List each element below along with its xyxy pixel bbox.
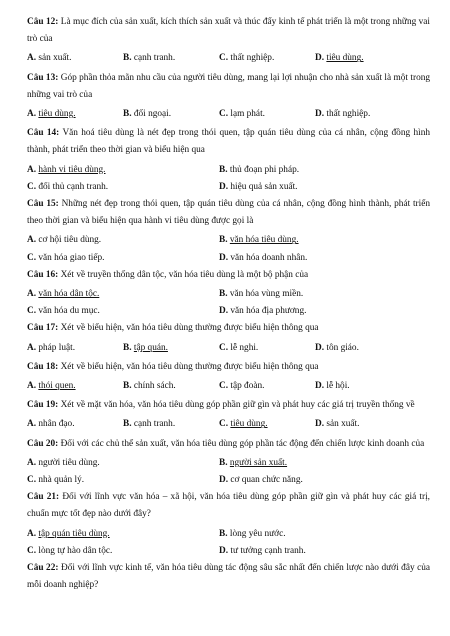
answer-option xyxy=(123,106,219,123)
option-key: D. xyxy=(315,342,325,353)
answer-options xyxy=(27,416,430,433)
option-text: lễ hội. xyxy=(326,381,350,392)
question-text: Đối với lĩnh vực kinh tế, văn hóa tiêu dùng tác động sâu sắc nhất đến chiến lược nào dưới đây của mỗi doanh nghiệp? xyxy=(27,563,431,591)
option-text: cơ quan chức năng. xyxy=(230,475,303,486)
answer-options xyxy=(27,106,430,123)
option-text: đối thủ cạnh tranh. xyxy=(38,181,109,192)
option-key: A. xyxy=(27,164,37,175)
question-text: Văn hoá tiêu dùng là nét đẹp trong thói quen, tập quán tiêu dùng của cá nhân, cộng đồng hình thành, phát triển theo thời gian và biểu hiện qua xyxy=(27,128,430,156)
option-key: C. xyxy=(27,475,37,486)
question-stem xyxy=(27,70,430,104)
answer-option xyxy=(219,286,430,303)
question-number: Câu 15: xyxy=(27,199,59,210)
option-text: tiêu dùng. xyxy=(230,419,268,430)
option-text: cạnh tranh. xyxy=(133,419,176,430)
answer-option xyxy=(27,250,219,267)
option-key: B. xyxy=(123,419,132,430)
option-text: nhà quản lý. xyxy=(38,475,85,486)
answer-option xyxy=(27,50,123,67)
question-number: Câu 14: xyxy=(27,128,60,139)
question-text: Xét về truyền thống dân tộc, văn hóa tiêu dùng là một bộ phận của xyxy=(60,269,309,280)
question-number: Câu 17: xyxy=(27,323,59,334)
option-key: D. xyxy=(219,306,229,317)
option-key: C. xyxy=(27,252,37,263)
answer-option xyxy=(219,179,430,196)
answer-option xyxy=(315,106,430,123)
answer-options xyxy=(27,232,430,266)
option-text: văn hóa dân tộc. xyxy=(38,289,100,300)
answer-option xyxy=(219,232,430,249)
option-key: C. xyxy=(219,109,229,120)
option-text: sản xuất. xyxy=(326,419,360,430)
answer-option xyxy=(219,472,430,489)
option-key: D. xyxy=(219,252,229,263)
answer-option xyxy=(219,106,315,123)
question-number: Câu 12: xyxy=(27,17,59,27)
option-text: lạm phát. xyxy=(230,109,265,120)
question-number: Câu 21: xyxy=(27,492,60,503)
option-text: tiêu dùng. xyxy=(326,53,364,64)
option-text: tập quán. xyxy=(133,342,168,353)
answer-option xyxy=(27,378,123,395)
option-key: C. xyxy=(219,381,229,392)
option-text: chính sách. xyxy=(133,381,176,392)
answer-option xyxy=(27,526,219,543)
answer-option xyxy=(27,179,219,196)
answer-options xyxy=(27,286,430,320)
option-text: thất nghiệp. xyxy=(326,109,371,120)
option-text: tiêu dùng. xyxy=(38,109,76,120)
option-text: văn hóa giao tiếp. xyxy=(38,252,105,263)
question-number: Câu 13: xyxy=(27,72,59,83)
answer-option xyxy=(27,162,219,179)
option-text: lòng tự hào dân tộc. xyxy=(38,545,113,556)
answer-option xyxy=(27,286,219,303)
option-text: hành vi tiêu dùng. xyxy=(38,164,106,175)
option-key: B. xyxy=(123,53,132,64)
answer-option xyxy=(27,303,219,320)
answer-option xyxy=(27,340,123,357)
option-key: D. xyxy=(315,53,325,64)
option-key: C. xyxy=(219,53,229,64)
option-text: tôn giáo. xyxy=(326,342,359,353)
option-key: C. xyxy=(27,545,37,556)
option-key: B. xyxy=(219,164,228,175)
question-stem xyxy=(27,196,430,230)
answer-option xyxy=(27,416,123,433)
answer-option xyxy=(315,340,430,357)
option-key: A. xyxy=(27,289,37,300)
option-key: B. xyxy=(219,528,228,539)
option-key: B. xyxy=(219,235,228,246)
answer-option xyxy=(27,455,219,472)
option-text: nhân đạo. xyxy=(38,419,75,430)
answer-option xyxy=(219,378,315,395)
answer-option xyxy=(27,232,219,249)
option-text: cơ hội tiêu dùng. xyxy=(38,235,102,246)
option-text: người tiêu dùng. xyxy=(38,457,100,468)
answer-option xyxy=(219,162,430,179)
option-key: A. xyxy=(27,381,37,392)
option-text: văn hóa doanh nhân. xyxy=(230,252,308,263)
answer-options xyxy=(27,50,430,67)
question-text: Đối với lĩnh vực văn hóa – xã hội, văn hóa tiêu dùng góp phần giữ gìn và phát huy các giá trị, chuẩn mực tốt đẹp nào dưới đây? xyxy=(27,492,431,520)
answer-option xyxy=(315,378,430,395)
option-text: văn hóa tiêu dùng. xyxy=(229,235,299,246)
question-number: Câu 18: xyxy=(27,361,59,372)
question-number: Câu 16: xyxy=(27,269,59,280)
option-key: D. xyxy=(219,545,229,556)
option-key: D. xyxy=(315,109,325,120)
option-text: tư tưởng cạnh tranh. xyxy=(230,545,306,556)
answer-options xyxy=(27,378,430,395)
answer-option xyxy=(219,416,315,433)
answer-option xyxy=(219,340,315,357)
question-text: Là mục đích của sản xuất, kích thích sản xuất và thúc đẩy kinh tế phát triển là một trong những vai trò của xyxy=(27,17,431,45)
option-key: C. xyxy=(219,342,229,353)
option-key: A. xyxy=(27,109,37,120)
option-key: B. xyxy=(219,289,228,300)
question-stem xyxy=(27,125,430,159)
answer-option xyxy=(219,250,430,267)
option-key: C. xyxy=(27,181,37,192)
option-key: B. xyxy=(123,109,132,120)
option-text: văn hóa vùng miền. xyxy=(229,289,304,300)
answer-option xyxy=(27,472,219,489)
question-text: Xét về biểu hiện, văn hóa tiêu dùng thường được biểu hiện thông qua xyxy=(60,323,319,334)
answer-option xyxy=(123,50,219,67)
question-stem xyxy=(27,436,430,453)
option-text: tập đoàn. xyxy=(230,381,265,392)
option-text: thủ đoạn phi pháp. xyxy=(229,164,300,175)
answer-option xyxy=(219,526,430,543)
option-text: đối ngoại. xyxy=(133,109,172,120)
answer-options xyxy=(27,455,430,489)
question-number: Câu 19: xyxy=(27,400,59,411)
question-stem xyxy=(27,267,430,284)
question-text: Xét về mặt văn hóa, văn hóa tiêu dùng góp phần giữ gìn và phát huy các giá trị truyền thống về xyxy=(60,400,415,411)
option-text: thói quen. xyxy=(38,381,76,392)
option-key: B. xyxy=(123,342,132,353)
question-text: Những nét đẹp trong thói quen, tập quán tiêu dùng của cá nhân, cộng đồng hình thành, phát triển theo thời gian và biểu hiện qua hành vi tiêu dùng được gọi là xyxy=(27,199,431,227)
option-key: A. xyxy=(27,528,37,539)
answer-option xyxy=(315,50,430,67)
question-text: Đối với các chủ thể sản xuất, văn hóa tiêu dùng góp phần tác động đến chiến lược kinh doanh của xyxy=(60,438,425,449)
answer-option xyxy=(27,106,123,123)
answer-option xyxy=(27,543,219,560)
question-number: Câu 22: xyxy=(27,563,59,574)
answer-option xyxy=(219,303,430,320)
answer-option xyxy=(315,416,430,433)
answer-option xyxy=(219,543,430,560)
option-key: B. xyxy=(123,381,132,392)
option-key: D. xyxy=(219,475,229,486)
option-key: D. xyxy=(219,181,229,192)
question-text: Xét về biểu hiện, văn hóa tiêu dùng thường được biểu hiện thông qua xyxy=(60,361,319,372)
option-text: văn hóa du mục. xyxy=(38,306,100,317)
option-text: lễ nghi. xyxy=(230,342,259,353)
option-text: văn hóa địa phương. xyxy=(230,306,307,317)
option-text: cạnh tranh. xyxy=(133,53,176,64)
answer-options xyxy=(27,162,430,196)
answer-option xyxy=(123,378,219,395)
option-key: D. xyxy=(315,419,325,430)
answer-options xyxy=(27,340,430,357)
answer-option xyxy=(123,416,219,433)
option-key: A. xyxy=(27,342,37,353)
option-key: B. xyxy=(219,457,228,468)
option-text: thất nghiệp. xyxy=(230,53,275,64)
option-key: C. xyxy=(219,419,229,430)
option-key: A. xyxy=(27,457,37,468)
option-key: A. xyxy=(27,53,37,64)
answer-options xyxy=(27,526,430,560)
question-text: Góp phần thỏa mãn nhu cầu của người tiêu dùng, mang lại lợi nhuận cho nhà sản xuất là một trong những vai trò của xyxy=(27,72,431,100)
question-stem xyxy=(27,14,430,48)
question-stem xyxy=(27,560,430,594)
question-stem xyxy=(27,359,430,376)
option-key: A. xyxy=(27,419,37,430)
answer-option xyxy=(123,340,219,357)
option-key: C. xyxy=(27,306,37,317)
option-text: hiệu quả sản xuất. xyxy=(230,181,298,192)
option-text: tập quán tiêu dùng. xyxy=(38,528,110,539)
option-key: D. xyxy=(315,381,325,392)
option-text: sản xuất. xyxy=(38,53,72,64)
question-number: Câu 20: xyxy=(27,438,59,449)
question-stem xyxy=(27,320,430,337)
question-stem xyxy=(27,397,430,414)
option-text: người sản xuất. xyxy=(229,457,288,468)
answer-option xyxy=(219,455,430,472)
option-text: lòng yêu nước. xyxy=(229,528,286,539)
option-text: pháp luật. xyxy=(38,342,76,353)
question-stem xyxy=(27,489,430,523)
answer-option xyxy=(219,50,315,67)
option-key: A. xyxy=(27,235,37,246)
